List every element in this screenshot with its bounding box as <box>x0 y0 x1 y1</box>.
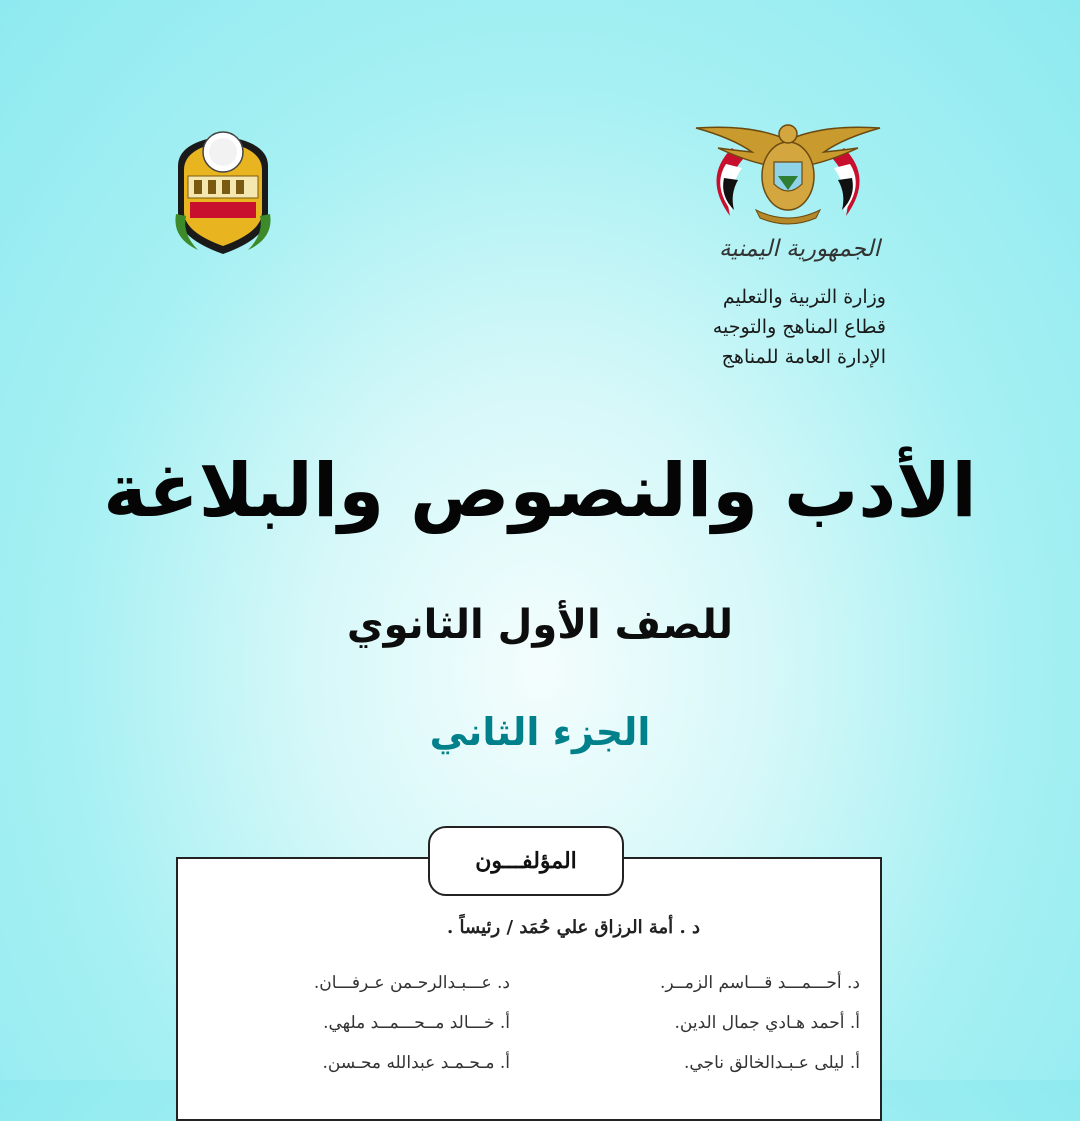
sector-line: قطاع المناهج والتوجيه <box>712 316 886 338</box>
author-left-3: أ. مـحـمـد عبدالله محـسن. <box>322 1053 510 1073</box>
head-author: د . أمة الرزاق علي حُمَد / رئيساً . <box>447 917 700 938</box>
author-left-2: أ. خـــالد مــحـــمــد ملهي. <box>323 1013 510 1033</box>
ministry-lines <box>586 282 886 372</box>
author-left-1: د. عـــبـدالرحـمن عـرفـــان. <box>313 973 510 993</box>
author-right-1: د. أحـــمـــد قـــاسم الزمــر. <box>660 973 860 993</box>
ministry-line: وزارة التربية والتعليم <box>722 286 886 308</box>
author-right-3: أ. ليلى عـبـدالخالق ناجي. <box>683 1053 860 1073</box>
book-subtitle: للصف الأول الثانوي <box>346 602 734 648</box>
book-part: الجزء الثاني <box>429 710 651 754</box>
author-right-2: أ. أحمد هـادي جمال الدين. <box>674 1013 860 1033</box>
yemen-eagle-emblem-icon <box>692 118 884 230</box>
authors-label: المؤلفـــون <box>428 826 624 896</box>
ministry-of-education-logo-icon <box>168 126 278 260</box>
directorate-line: الإدارة العامة للمناهج <box>721 346 886 368</box>
book-title: الأدب والنصوص والبلاغة <box>103 448 977 534</box>
republic-name: الجمهورية اليمنية <box>718 236 880 262</box>
